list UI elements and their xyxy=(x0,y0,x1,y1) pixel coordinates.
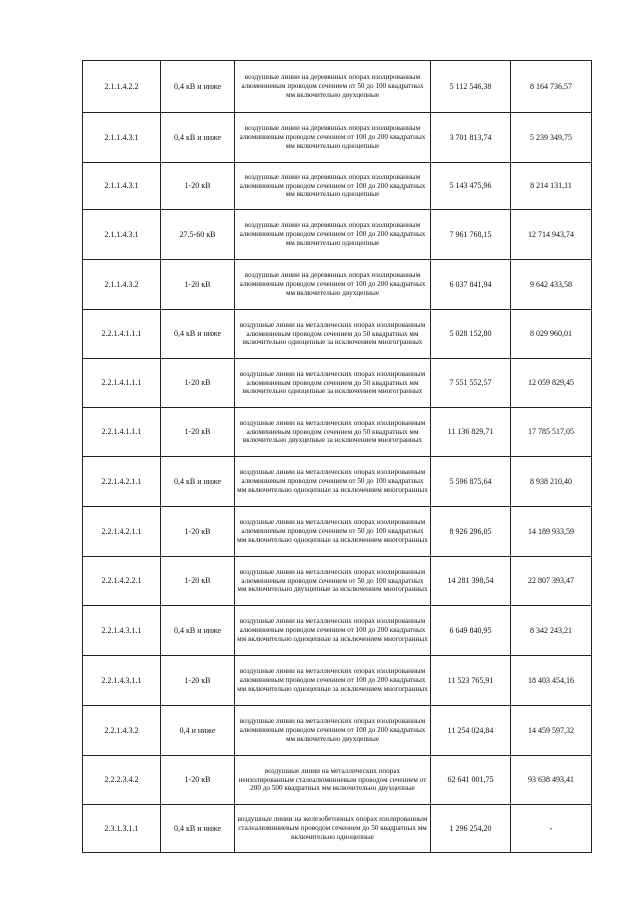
row-value-2: 5 239 349,75 xyxy=(511,113,592,163)
row-code: 2.2.2.3.4.2 xyxy=(83,756,161,805)
table-row xyxy=(83,61,592,113)
row-voltage: 0,4 и ниже xyxy=(161,706,235,756)
table-row xyxy=(83,805,592,853)
row-value-2: 14 189 933,59 xyxy=(511,507,592,557)
row-description: воздушные линии на деревянных опорах изолированным алюминиевым проводом сечением от 100 до 200 квадратных мм включительно одноцепные xyxy=(235,210,431,260)
row-value-1: 5 596 875,64 xyxy=(431,457,511,507)
row-value-2: 12 059 829,45 xyxy=(511,359,592,408)
row-voltage: 1-20 кВ xyxy=(161,408,235,457)
table-row xyxy=(83,656,592,706)
row-description: воздушные линии на деревянных опорах изолированным алюминиевым проводом сечением от 100 до 200 квадратных мм включительно двухцепные xyxy=(235,260,431,310)
row-voltage: 1-20 кВ xyxy=(161,507,235,557)
row-code: 2.1.1.4.3.1 xyxy=(83,210,161,260)
row-voltage: 1-20 кВ xyxy=(161,656,235,706)
table-row xyxy=(83,507,592,557)
row-voltage: 1-20 кВ xyxy=(161,756,235,805)
row-code: 2.2.1.4.2.1.1 xyxy=(83,507,161,557)
row-value-2: 12 714 943,74 xyxy=(511,210,592,260)
row-voltage: 27.5-60 кВ xyxy=(161,210,235,260)
rates-table xyxy=(82,60,592,853)
row-value-1: 7 551 552,57 xyxy=(431,359,511,408)
row-value-1: 6 649 840,95 xyxy=(431,606,511,656)
row-code: 2.2.1.4.3.1.1 xyxy=(83,606,161,656)
table-row xyxy=(83,359,592,408)
row-code: 2.1.1.4.3.1 xyxy=(83,163,161,210)
table-row xyxy=(83,260,592,310)
row-description: воздушные линии на металлических опорах изолированным алюминиевым проводом сечением от 50 до 100 квадратных мм включительно одноцепные за исключением многогранных xyxy=(235,507,431,557)
row-value-1: 62 641 001,75 xyxy=(431,756,511,805)
row-code: 2.1.1.4.3.2 xyxy=(83,260,161,310)
table-row xyxy=(83,756,592,805)
row-code: 2.3.1.3.1.1 xyxy=(83,805,161,853)
row-description: воздушные линии на металлических опорах изолированным алюминиевым проводом сечением до 50 квадратных мм включительно одноцепные за исключением многогранных xyxy=(235,359,431,408)
row-value-1: 11 136 829,71 xyxy=(431,408,511,457)
row-voltage: 0,4 кВ и ниже xyxy=(161,113,235,163)
table-row xyxy=(83,163,592,210)
row-description: воздушные линии на металлических опорах изолированным алюминиевым проводом сечением от 50 до 100 квадратных мм включительно одноцепные за исключением многогранных xyxy=(235,457,431,507)
table-row xyxy=(83,210,592,260)
table-row xyxy=(83,408,592,457)
row-description: воздушные линии на металлических опорах неизолированным сталеалюминиевым проводом сечением от 200 до 500 квадратных мм включительно двухцепные xyxy=(235,756,431,805)
row-value-2: 17 785 517,05 xyxy=(511,408,592,457)
table-row xyxy=(83,457,592,507)
row-value-1: 5 028 152,80 xyxy=(431,310,511,359)
row-value-2: 22 807 393,47 xyxy=(511,557,592,606)
row-value-2: 14 459 597,32 xyxy=(511,706,592,756)
row-description: воздушные линии на металлических опорах изолированным алюминиевым проводом сечением от 100 до 200 квадратных мм включительно одноцепные за исключением многогранных xyxy=(235,606,431,656)
table-row xyxy=(83,557,592,606)
row-description: воздушные линии на железобетонных опорах изолированным сталеалюминиевым проводом сечением до 50 квадратных мм включительно одноцепные xyxy=(235,805,431,853)
row-voltage: 1-20 кВ xyxy=(161,163,235,210)
row-voltage: 1-20 кВ xyxy=(161,359,235,408)
table-row xyxy=(83,706,592,756)
row-value-2: 8 214 131,11 xyxy=(511,163,592,210)
row-voltage: 0,4 кВ и ниже xyxy=(161,606,235,656)
row-description: воздушные линии на металлических опорах изолированным алюминиевым проводом сечением до 50 квадратных мм включительно одноцепные за исключением многогранных xyxy=(235,310,431,359)
table-row xyxy=(83,310,592,359)
row-code: 2.2.1.4.3.1.1 xyxy=(83,656,161,706)
row-voltage: 1-20 кВ xyxy=(161,557,235,606)
row-voltage: 0,4 кВ и ниже xyxy=(161,805,235,853)
row-code: 2.2.1.4.2.2.1 xyxy=(83,557,161,606)
row-code: 2.1.1.4.2.2 xyxy=(83,61,161,113)
row-code: 2.2.1.4.3.2 xyxy=(83,706,161,756)
row-voltage: 0,4 кВ и ниже xyxy=(161,457,235,507)
row-value-1: 8 926 296,05 xyxy=(431,507,511,557)
row-value-2: 93 638 493,41 xyxy=(511,756,592,805)
row-description: воздушные линии на деревянных опорах изолированным алюминиевым проводом сечением от 50 до 100 квадратных мм включительно двухцепные xyxy=(235,61,431,113)
row-code: 2.2.1.4.1.1.1 xyxy=(83,408,161,457)
row-description: воздушные линии на металлических опорах изолированным алюминиевым проводом сечением до 50 квадратных мм включительно двухцепные за исключением многогранных xyxy=(235,408,431,457)
row-code: 2.2.1.4.2.1.1 xyxy=(83,457,161,507)
row-value-2: 8 029 960,01 xyxy=(511,310,592,359)
row-description: воздушные линии на металлических опорах изолированным алюминиевым проводом сечением от 100 до 200 квадратных мм включительно одноцепные за исключением многогранных xyxy=(235,656,431,706)
row-value-2: - xyxy=(511,805,592,853)
row-value-1: 6 037 841,94 xyxy=(431,260,511,310)
row-description: воздушные линии на деревянных опорах изолированным алюминиевым проводом сечением от 100 до 200 квадратных мм включительно одноцепные xyxy=(235,163,431,210)
table-row xyxy=(83,606,592,656)
row-value-2: 9 642 433,58 xyxy=(511,260,592,310)
row-value-2: 8 342 243,21 xyxy=(511,606,592,656)
row-value-1: 3 701 813,74 xyxy=(431,113,511,163)
row-value-2: 8 164 736,57 xyxy=(511,61,592,113)
row-description: воздушные линии на металлических опорах изолированным алюминиевым проводом сечением от 50 до 100 квадратных мм включительно двухцепные за исключением многогранных xyxy=(235,557,431,606)
row-value-1: 5 112 546,38 xyxy=(431,61,511,113)
row-value-1: 11 254 024,84 xyxy=(431,706,511,756)
row-voltage: 0,4 кВ и ниже xyxy=(161,61,235,113)
row-code: 2.1.1.4.3.1 xyxy=(83,113,161,163)
row-value-1: 5 143 475,96 xyxy=(431,163,511,210)
row-value-2: 8 938 210,40 xyxy=(511,457,592,507)
row-value-1: 14 281 398,54 xyxy=(431,557,511,606)
table-row xyxy=(83,113,592,163)
row-code: 2.2.1.4.1.1.1 xyxy=(83,359,161,408)
rates-table-body xyxy=(83,61,592,853)
row-description: воздушные линии на металлических опорах изолированным алюминиевым проводом сечением от 100 до 200 квадратных мм включительно двухцепные xyxy=(235,706,431,756)
row-description: воздушные линии на деревянных опорах изолированным алюминиевым проводом сечением от 100 до 200 квадратных мм включительно одноцепные xyxy=(235,113,431,163)
row-voltage: 0,4 кВ и ниже xyxy=(161,310,235,359)
row-value-1: 11 523 765,91 xyxy=(431,656,511,706)
row-voltage: 1-20 кВ xyxy=(161,260,235,310)
row-value-2: 18 403 454,16 xyxy=(511,656,592,706)
row-value-1: 1 296 254,20 xyxy=(431,805,511,853)
row-code: 2.2.1.4.1.1.1 xyxy=(83,310,161,359)
row-value-1: 7 961 768,15 xyxy=(431,210,511,260)
